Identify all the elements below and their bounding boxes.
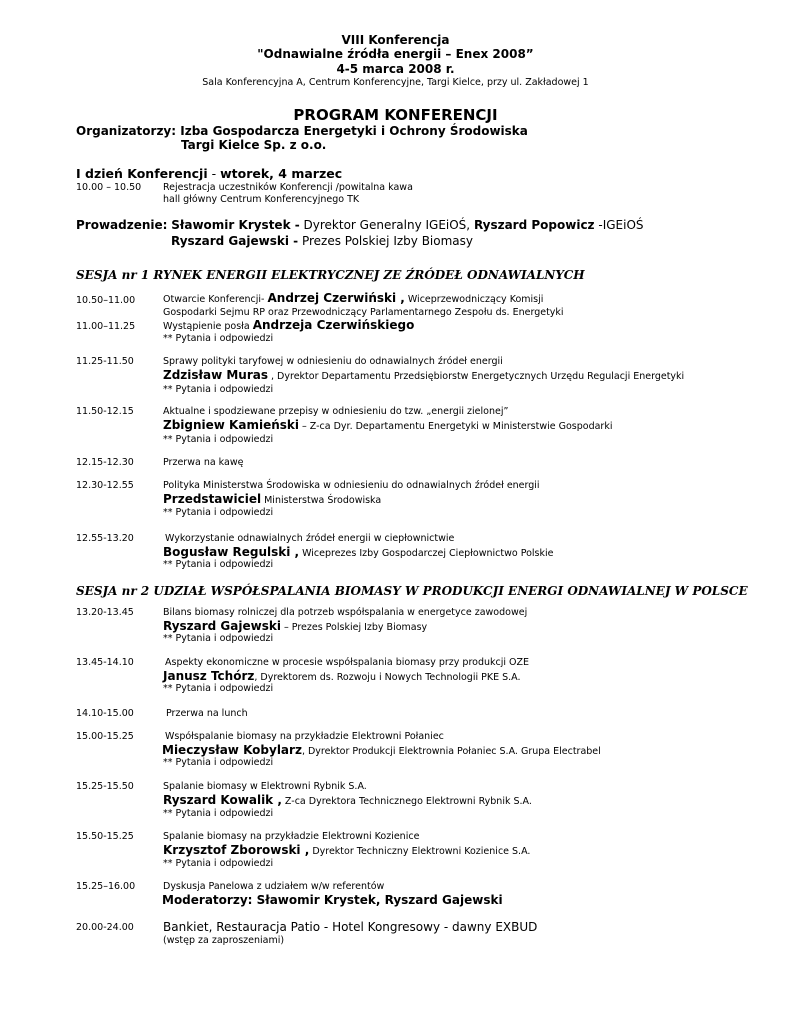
agenda-speaker [163,492,381,506]
agenda-topic: Polityka Ministerstwa Środowiska w odniesieniu do odnawialnych źródeł energii [163,480,540,491]
agenda-speaker [163,418,612,432]
banquet-note: (wstęp za zaproszeniami) [163,935,285,946]
speaker-role: – Prezes Polskiej Izby Biomasy [280,622,428,633]
speaker-name: Przedstawiciel [163,492,262,506]
agenda-time: 15.00-15.25 [76,731,134,742]
speaker-role: – Z-ca Dyr. Departamentu Energetyki w Ministerstwie Gospodarki [298,421,613,432]
agenda-speaker [163,793,532,807]
agenda-time: 20.00-24.00 [76,922,134,933]
speaker-role: Ministerstwa Środowiska [261,495,382,506]
agenda-time: 11.25-11.50 [76,356,134,367]
conference-edition: VIII Konferencja [341,33,450,47]
speaker-role: Z-ca Dyrektora Technicznego Elektrowni Rybnik S.A. [281,796,532,807]
speaker-name: Janusz Tchórz [163,669,255,683]
agenda-topic: Spalanie biomasy w Elektrowni Rybnik S.A. [163,781,367,792]
qa-note: ** Pytania i odpowiedzi [163,333,274,344]
speaker-name: Krzysztof Zborowski , [163,843,310,857]
speaker-name: Zdzisław Muras [163,368,268,382]
qa-note: ** Pytania i odpowiedzi [163,858,274,869]
agenda-time: 15.50-15.25 [76,831,134,842]
speaker-role: , Dyrektor Produkcji Elektrownia Połaniec S.A. Grupa Electrabel [301,746,601,757]
agenda-prefix: Otwarcie Konferencji- [163,294,268,305]
registration-text: Rejestracja uczestników Konferencji /powitalna kawa [163,182,413,193]
organizer-2: Targi Kielce Sp. z o.o. [181,138,327,152]
agenda-prefix: Wystąpienie posła [163,321,253,332]
registration-time: 10.00 – 10.50 [76,182,142,193]
agenda-speaker [162,743,601,757]
conference-dates: 4-5 marca 2008 r. [336,62,455,76]
speaker-role: Dyrektor Techniczny Elektrowni Kozienice S.A. [309,846,531,857]
day1-label: I dzień Konferencji [76,166,208,181]
agenda-topic: Aspekty ekonomiczne w procesie współspalania biomasy przy produkcji OZE [165,657,530,668]
speaker-name: Andrzeja Czerwińskiego [252,318,415,332]
agenda-topic: Przerwa na lunch [166,708,248,719]
qa-note: ** Pytania i odpowiedzi [163,633,274,644]
day1-separator: - [207,166,221,181]
agenda-time: 12.15-12.30 [76,457,134,468]
agenda-time: 13.45-14.10 [76,657,134,668]
agenda-item [163,318,414,332]
moderator-3-name: Ryszard Gajewski - [171,234,299,248]
speaker-name: Andrzej Czerwiński , [267,291,405,305]
agenda-item [163,291,543,305]
organizer-1: Izba Gospodarcza Energetyki i Ochrony Środowiska [180,124,528,138]
agenda-time: 12.30-12.55 [76,480,134,491]
speaker-name: Mieczysław Kobylarz [162,743,302,757]
agenda-speaker [163,843,530,857]
organizers-line1 [76,124,528,138]
qa-note: ** Pytania i odpowiedzi [163,384,274,395]
agenda-topic: Dyskusja Panelowa z udziałem w/w referentów [163,881,385,892]
agenda-topic: Aktualne i spodziewane przepisy w odniesieniu do tzw. „energii zielonej” [163,406,509,417]
day1-date: wtorek, 4 marzec [220,166,343,181]
moderators-line1 [76,218,644,232]
moderator-1-name: Sławomir Krystek - [171,218,300,232]
speaker-name: Ryszard Gajewski [163,619,281,633]
agenda-speaker [163,545,553,559]
qa-note: ** Pytania i odpowiedzi [163,559,274,570]
agenda-time: 11.00–11.25 [76,321,136,332]
agenda-speaker [162,893,503,907]
agenda-topic: Sprawy polityki taryfowej w odniesieniu do odnawialnych źródeł energii [163,356,503,367]
program-title: PROGRAM KONFERENCJI [293,106,498,124]
qa-note: ** Pytania i odpowiedzi [163,808,274,819]
session1-title: SESJA nr 1 RYNEK ENERGII ELEKTRYCZNEJ ZE ŹRÓDEŁ ODNAWIALNYCH [76,268,585,282]
moderators-line2 [171,234,473,248]
speaker-role: , Dyrektorem ds. Rozwoju i Nowych Technologii PKE S.A. [254,672,521,683]
speaker-name: Zbigniew Kamieński [163,418,299,432]
agenda-speaker [163,669,521,683]
agenda-time: 11.50-12.15 [76,406,134,417]
speaker-name: Bogusław Regulski , [163,545,300,559]
day1-title [76,166,342,181]
agenda-topic: Współspalanie biomasy na przykładzie Elektrowni Połaniec [165,731,444,742]
qa-note: ** Pytania i odpowiedzi [163,683,274,694]
qa-note: ** Pytania i odpowiedzi [163,507,274,518]
banquet-text: Bankiet, Restauracja Patio - Hotel Kongresowy - dawny EXBUD [163,920,538,934]
agenda-detail: Gospodarki Sejmu RP oraz Przewodniczący Parlamentarnego Zespołu ds. Energetyki [163,307,564,318]
conference-name: "Odnawialne źródła energii – Enex 2008” [257,47,534,61]
qa-note: ** Pytania i odpowiedzi [163,434,274,445]
agenda-topic: Przerwa na kawę [163,457,244,468]
agenda-time: 14.10-15.00 [76,708,134,719]
agenda-time: 15.25-15.50 [76,781,134,792]
agenda-time: 15.25–16.00 [76,881,136,892]
speaker-role: Wiceprezes Izby Gospodarczej Ciepłownictwo Polskie [299,548,554,559]
session2-title: SESJA nr 2 UDZIAŁ WSPÓŁSPALANIA BIOMASY W PRODUKCJI ENERGI ODNAWIALNEJ W POLSCE [76,584,748,598]
speaker-role: , Dyrektor Departamentu Przedsiębiorstw Energetycznych Urzędu Regulacji Energetyki [268,371,685,382]
moderator-2-role: -IGEiOŚ [594,218,644,232]
organizers-label: Organizatorzy: [76,124,177,138]
agenda-topic: Spalanie biomasy na przykładzie Elektrowni Kozienice [163,831,420,842]
agenda-speaker [163,368,684,382]
agenda-time: 12.55-13.20 [76,533,134,544]
agenda-topic: Wykorzystanie odnawialnych źródeł energii w ciepłownictwie [165,533,455,544]
moderator-2-name: Ryszard Popowicz [473,218,595,232]
conference-venue: Sala Konferencyjna A, Centrum Konferencyjne, Targi Kielce, przy ul. Zakładowej 1 [202,77,589,88]
moderators-label: Prowadzenie: [76,218,168,232]
agenda-time: 13.20-13.45 [76,607,134,618]
qa-note: ** Pytania i odpowiedzi [163,757,274,768]
moderator-1-role: Dyrektor Generalny IGEiOŚ, [299,218,474,232]
speaker-name: Ryszard Kowalik , [163,793,282,807]
panel-moderators: Moderatorzy: Sławomir Krystek, Ryszard Gajewski [162,893,503,907]
speaker-role: Wiceprzewodniczący Komisji [404,294,544,305]
agenda-time: 10.50–11.00 [76,295,136,306]
agenda-topic: Bilans biomasy rolniczej dla potrzeb współspalania w energetyce zawodowej [163,607,528,618]
moderator-3-role: Prezes Polskiej Izby Biomasy [298,234,473,248]
agenda-speaker [163,619,427,633]
registration-place: hall główny Centrum Konferencyjnego TK [163,194,360,205]
